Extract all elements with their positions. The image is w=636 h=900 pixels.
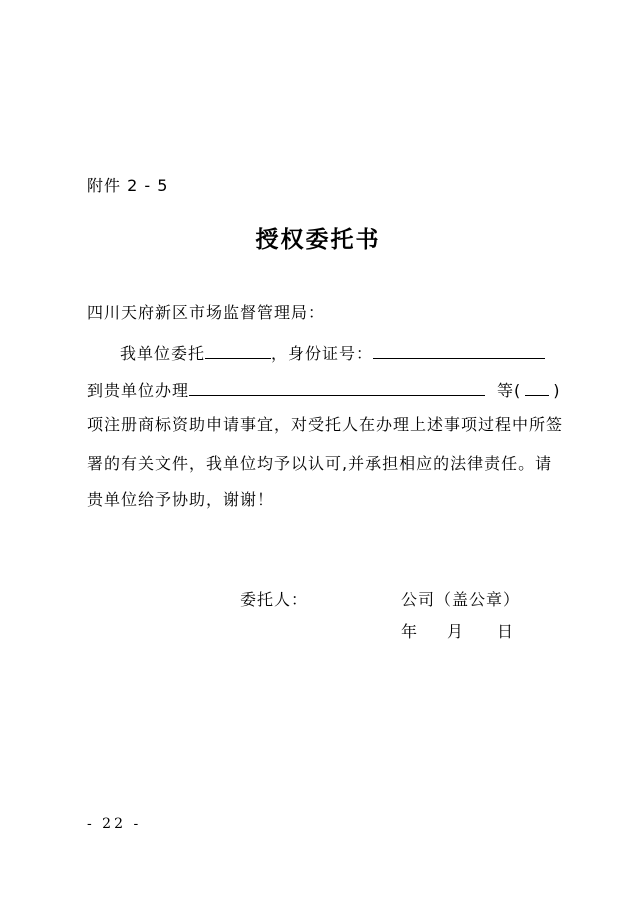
addressee: 四川天府新区市场监督管理局： xyxy=(87,303,326,322)
date-month: 月 xyxy=(447,622,465,641)
annex-label: 附件 2 - 5 xyxy=(87,176,169,195)
entrust-text: 我单位委托 xyxy=(120,344,206,363)
body-line-3: 项注册商标资助申请事宜，对受托人在办理上述事项过程中所签 xyxy=(87,415,564,434)
matter-blank xyxy=(189,381,485,396)
entrust-line xyxy=(120,344,545,362)
document-title: 授权委托书 xyxy=(255,227,381,253)
id-number-label: ，身份证号： xyxy=(271,344,374,363)
company-seal-label: 公司（盖公章） xyxy=(401,590,521,609)
handle-text: 到贵单位办理 xyxy=(87,381,190,400)
handle-line xyxy=(87,381,561,399)
date-day: 日 xyxy=(497,622,515,641)
count-blank xyxy=(525,381,549,396)
client-label: 委托人： xyxy=(240,590,309,609)
body-line-4: 署的有关文件，我单位均予以认可,并承担相应的法律责任。请 xyxy=(87,454,553,473)
count-close: ) xyxy=(553,381,561,400)
id-number-blank xyxy=(373,344,545,359)
page-number: - 22 - xyxy=(87,816,142,832)
body-line-5: 贵单位给予协助，谢谢！ xyxy=(87,490,275,509)
count-open: 等( xyxy=(497,381,522,400)
date-year: 年 xyxy=(401,622,419,641)
trustee-name-blank xyxy=(205,344,271,359)
